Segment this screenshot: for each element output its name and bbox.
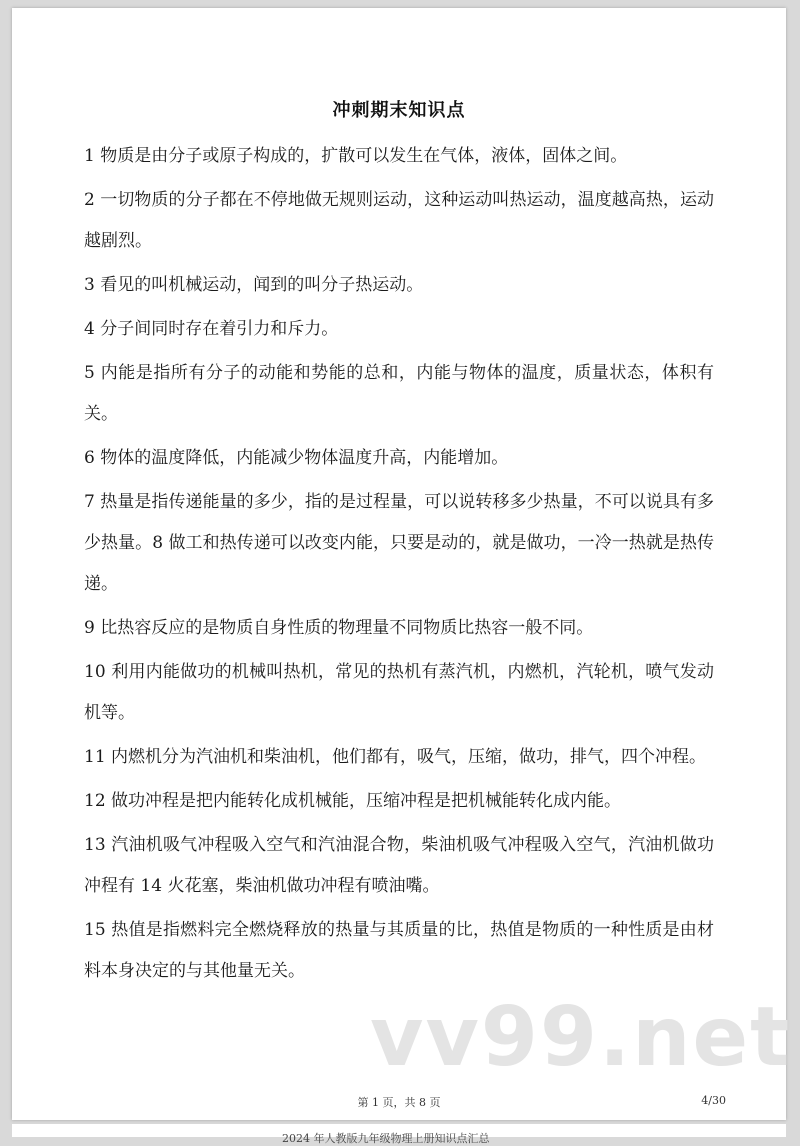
- paragraph-13: 13 汽油机吸气冲程吸入空气和汽油混合物，柴油机吸气冲程吸入空气，汽油机做功冲程有 14 火花塞，柴油机做功冲程有喷油嘴。: [84, 835, 714, 896]
- paragraph-6: 6 物体的温度降低，内能减少物体温度升高，内能增加。: [84, 448, 509, 468]
- document-title: 冲刺期末知识点: [332, 100, 466, 121]
- paragraph-5: 5 内能是指所有分子的动能和势能的总和，内能与物体的温度，质量状态，体积有关。: [84, 363, 714, 424]
- footer-page-count: 4/30: [701, 1094, 726, 1107]
- paragraph-15: 15 热值是指燃料完全燃烧释放的热量与其质量的比，热值是物质的一种性质是由材料本身决定的与其他量无关。: [84, 920, 714, 981]
- paragraph-12: 12 做功冲程是把内能转化成机械能，压缩冲程是把机械能转化成内能。: [84, 791, 622, 811]
- next-page-preview: [12, 1124, 786, 1145]
- paragraph-1: 1 物质是由分子或原子构成的，扩散可以发生在气体，液体，固体之间。: [84, 146, 628, 166]
- paragraph-11: 11 内燃机分为汽油机和柴油机，他们都有，吸气，压缩，做功，排气，四个冲程。: [84, 747, 707, 767]
- paragraph-9: 9 比热容反应的是物质自身性质的物理量不同物质比热容一般不同。: [84, 618, 594, 638]
- watermark: vv99.net: [370, 990, 792, 1085]
- document-body: [84, 136, 714, 995]
- next-page-header: 2024 年人教版九年级物理上册知识点汇总: [282, 1132, 490, 1145]
- paragraph-3: 3 看见的叫机械运动，闻到的叫分子热运动。: [84, 275, 424, 295]
- document-page: [12, 8, 792, 1120]
- paragraph-2: 2 一切物质的分子都在不停地做无规则运动，这种运动叫热运动，温度越高热，运动越剧烈。: [84, 190, 714, 251]
- paragraph-10: 10 利用内能做功的机械叫热机，常见的热机有蒸汽机，内燃机，汽轮机，喷气发动机等。: [84, 662, 714, 723]
- paragraph-7: 7 热量是指传递能量的多少，指的是过程量，可以说转移多少热量，不可以说具有多少热量。8 做工和热传递可以改变内能，只要是动的，就是做功，一冷一热就是热传递。: [84, 492, 714, 594]
- paragraph-4: 4 分子间同时存在着引力和斥力。: [84, 319, 339, 339]
- footer-page-label: 第 1 页，共 8 页: [357, 1096, 441, 1109]
